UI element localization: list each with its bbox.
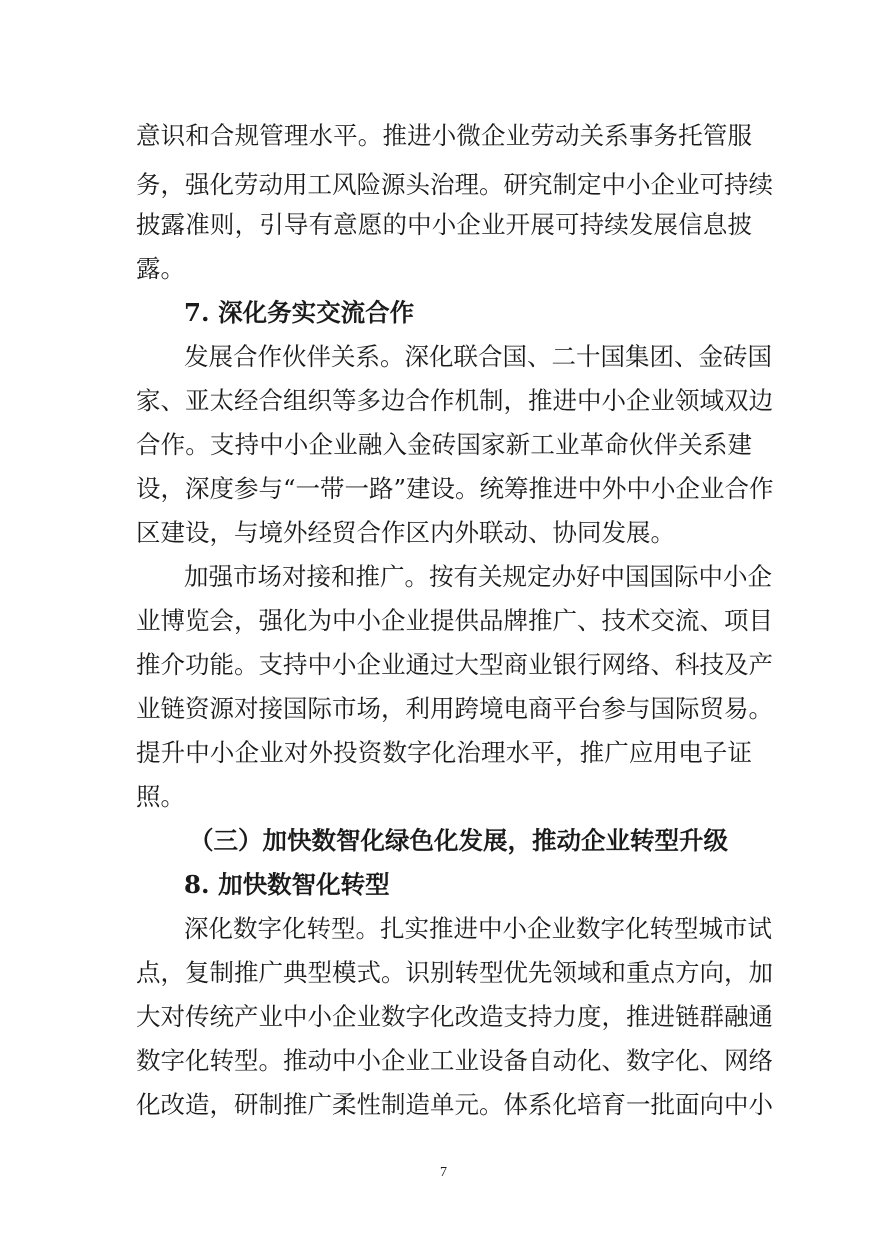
paragraph-line: 点，复制推广典型模式。识别转型优先领域和重点方向，加 (136, 958, 773, 987)
paragraph-line: 照。 (136, 782, 185, 811)
paragraph-line: 家、亚太经合组织等多边合作机制，推进中小企业领域双边 (136, 386, 773, 415)
subsection-heading: 8. 加快数智化转型 (184, 870, 390, 899)
subsection-heading: 7. 深化务实交流合作 (184, 298, 415, 327)
paragraph-line: 发展合作伙伴关系。深化联合国、二十国集团、金砖国 (184, 342, 772, 371)
paragraph-line: 披露准则，引导有意愿的中小企业开展可持续发展信息披 (136, 210, 752, 239)
paragraph-line: 合作。支持中小企业融入金砖国家新工业革命伙伴关系建 (136, 430, 752, 459)
paragraph-line: 化改造，研制推广柔性制造单元。体系化培育一批面向中小 (136, 1090, 773, 1119)
paragraph-line: 露。 (136, 254, 185, 283)
paragraph-line: 数字化转型。推动中小企业工业设备自动化、数字化、网络 (136, 1046, 773, 1075)
paragraph-line: 务，强化劳动用工风险源头治理。研究制定中小企业可持续 (136, 170, 773, 199)
section-heading: （三）加快数智化绿色化发展，推动企业转型升级 (189, 826, 728, 855)
paragraph-line: 业链资源对接国际市场，利用跨境电商平台参与国际贸易。 (136, 694, 773, 723)
page-number: 7 (440, 1165, 447, 1180)
paragraph-line: 推介功能。支持中小企业通过大型商业银行网络、科技及产 (136, 650, 773, 679)
paragraph-line: 设，深度参与“一带一路”建设。统筹推进中外中小企业合作 (136, 474, 774, 503)
paragraph-line: 区建设，与境外经贸合作区内外联动、协同发展。 (136, 518, 675, 547)
paragraph-line: 大对传统产业中小企业数字化改造支持力度，推进链群融通 (136, 1002, 773, 1031)
paragraph-line: 提升中小企业对外投资数字化治理水平，推广应用电子证 (136, 738, 752, 767)
paragraph-line: 业博览会，强化为中小企业提供品牌推广、技术交流、项目 (136, 606, 773, 635)
paragraph-line: 意识和合规管理水平。推进小微企业劳动关系事务托管服 (136, 121, 752, 150)
paragraph-line: 深化数字化转型。扎实推进中小企业数字化转型城市试 (184, 914, 772, 943)
paragraph-line: 加强市场对接和推广。按有关规定办好中国国际中小企 (184, 562, 772, 591)
